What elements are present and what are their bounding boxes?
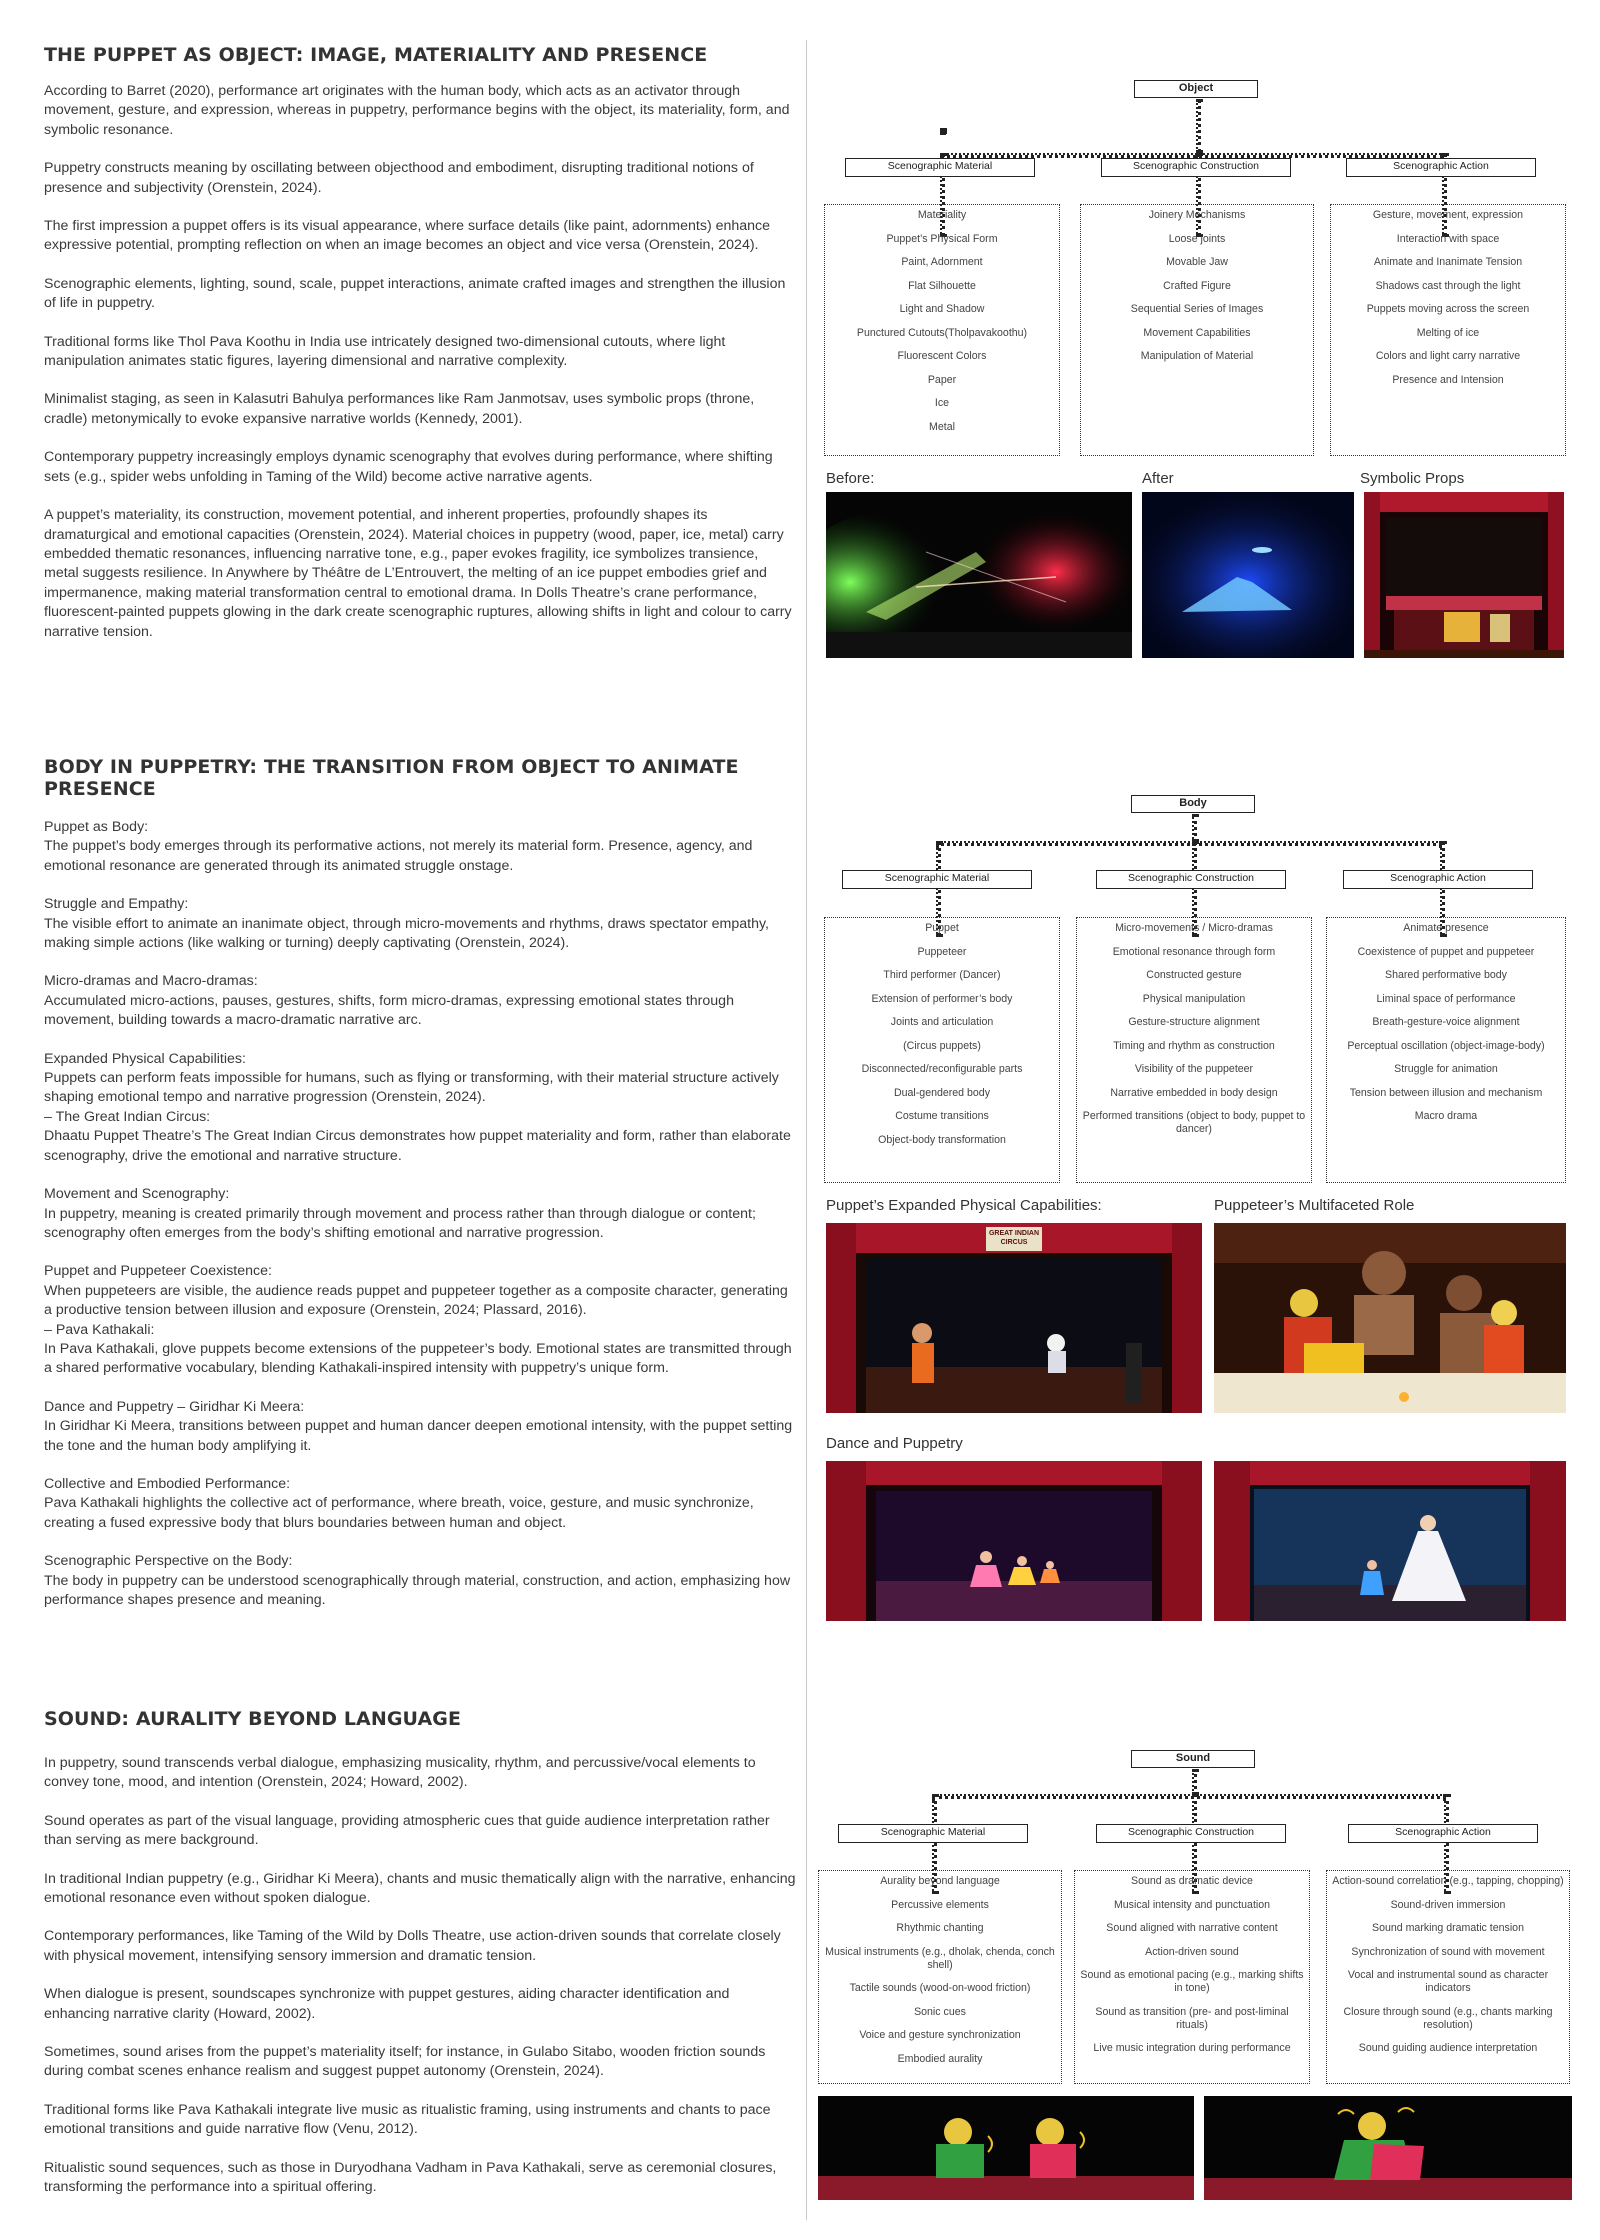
list-item: Tension between illusion and mechanism (1349, 1086, 1543, 1099)
text-block (44, 818, 796, 876)
list-item: Rhythmic chanting (896, 1922, 984, 1934)
photo-caption: After (1142, 470, 1174, 487)
list-item: Embodied aurality (897, 2052, 983, 2065)
sound-diagram (818, 1748, 1578, 2208)
paragraph: In traditional Indian puppetry (e.g., Giridhar Ki Meera), chants and music thematically align with the narrative, enhancing emotional resonance even without spoken dialogue. (44, 1870, 796, 1907)
block-body: In Pava Kathakali, glove puppets become extensions of the puppeteer’s body. Emotional states are transmitted through a shared performative vocabulary, blending Kathakali-inspired intensity with puppetry’s unique form. (44, 1340, 792, 1377)
pava-kathakali-illustration (1214, 1223, 1566, 1413)
block-heading: Struggle and Empathy: (44, 896, 189, 913)
list-item: Voice and gesture synchronization (859, 2029, 1021, 2041)
text-block (44, 895, 796, 953)
list-item: Liminal space of performance (1376, 992, 1516, 1005)
list-item: Materiality (917, 209, 967, 221)
photo-caption: Puppeteer’s Multifaceted Role (1214, 1197, 1415, 1214)
list-item: Aurality beyond language (880, 1875, 1000, 1887)
object-diagram (818, 78, 1578, 668)
list-item: Action-sound correlation (e.g., tapping, chopping) (1332, 1875, 1564, 1887)
list-item: Sound guiding audience interpretation (1358, 2042, 1538, 2054)
material-list (818, 1870, 1062, 2084)
block-body: The visible effort to animate an inanimate object, through micro-movements and rhythms, draws spectator empathy, making simple actions (like walking or turning) deeply captivating (Orenstein, 2024). (44, 915, 769, 952)
category-action: Scenographic Action (1346, 158, 1536, 177)
text-block (44, 1398, 796, 1456)
paragraph: In puppetry, sound transcends verbal dialogue, emphasizing musicality, rhythm, and percussive/vocal elements to convey tone, mood, and intention (Orenstein, 2024; Howard, 2002). (44, 1755, 756, 1791)
material-list (824, 204, 1060, 456)
block-body: The body in puppetry can be understood scenographically through material, construction, and action, emphasizing how performance shapes presence and meaning. (44, 1572, 791, 1608)
photo-sound-1 (818, 2096, 1194, 2200)
list-item: Extension of performer’s body (871, 992, 1013, 1005)
list-item: Animate presence (1403, 922, 1489, 934)
list-item: Flat Silhouette (908, 279, 976, 292)
list-item: Joinery Mechanisms (1148, 209, 1246, 221)
list-item: Live music integration during performance (1093, 2042, 1291, 2054)
list-item: Sound aligned with narrative content (1106, 1922, 1278, 1934)
list-item: Puppeteer (917, 945, 967, 958)
text-block (44, 1185, 796, 1243)
list-item: Sequential Series of Images (1130, 303, 1264, 315)
block-body: In Giridhar Ki Meera, transitions between puppet and human dancer deepen emotional intensity, with the puppet setting the tone and the human body amplifying it. (44, 1418, 793, 1454)
list-item: Synchronization of sound with movement (1351, 1945, 1545, 1958)
category-construction: Scenographic Construction (1096, 870, 1286, 889)
block-body: In puppetry, meaning is created primarily through movement and process rather than through dialogue or content; scenography often emerges from the body’s shifting emotional and narrative progression. (44, 1205, 756, 1241)
category-construction: Scenographic Construction (1101, 158, 1291, 177)
category-action: Scenographic Action (1343, 870, 1533, 889)
list-item: Micro-movements / Micro-dramas (1115, 922, 1273, 934)
list-item: Timing and rhythm as construction (1113, 1039, 1275, 1052)
paragraph: Scenographic elements, lighting, sound, scale, puppet interactions, animate crafted images and strengthen the illusion of life in puppetry. (44, 275, 786, 312)
list-item: (Circus puppets) (903, 1039, 981, 1052)
list-item: Percussive elements (891, 1898, 989, 1911)
connector (936, 841, 1442, 846)
paragraph: Traditional forms like Pava Kathakali integrate live music as ritualistic framing, using instruments and chants to pace emotional transitions and guide narrative flow (Venu, 2012). (44, 2101, 771, 2138)
block-body: The puppet’s body emerges through its performative actions, not merely its material form. Presence, agency, and emotional resonance are generated through its animated struggle onstage. (44, 838, 753, 874)
block-body: When puppeteers are visible, the audience reads puppet and puppeteer together as a composite character, generating a productive tension between illusion and exposure (Orenstein, 2024; Plassard, 2016). (44, 1282, 788, 1319)
list-item: Presence and Intension (1392, 373, 1504, 386)
photo-caption: Symbolic Props (1360, 470, 1465, 487)
block-heading: Puppet and Puppeteer Coexistence: (44, 1263, 272, 1280)
list-item: Shadows cast through the light (1375, 279, 1521, 292)
photo-caption: Puppet’s Expanded Physical Capabilities: (826, 1197, 1102, 1214)
list-item: Costume transitions (895, 1110, 989, 1122)
paragraph: Contemporary puppetry increasingly employs dynamic scenography that evolves during performance, where shifting sets (e.g., spider webs unfolding in Taming of the Wild) become active narrative agents. (44, 449, 773, 485)
list-item: Gesture, movement, expression (1372, 209, 1524, 221)
text-block (44, 1050, 796, 1166)
paragraph: According to Barret (2020), performance art originates with the human body, which acts as an activator through movement, gesture, and expression, whereas in puppetry, performance begins with the object, its materiality, form, and symbolic resonance. (44, 83, 790, 138)
section-sound (44, 1708, 796, 2217)
construction-list (1080, 204, 1314, 456)
list-item: Manipulation of Material (1140, 350, 1254, 362)
paragraph: Traditional forms like Thol Pava Koothu in India use intricately designed two-dimensional cutouts, where light manipulation animates static figures, layering dimensional and narrative complexity. (44, 333, 726, 370)
photo-caption: Dance and Puppetry (826, 1435, 963, 1452)
action-list (1330, 204, 1566, 456)
list-item: Puppet (925, 922, 959, 934)
block-body: Pava Kathakali highlights the collective act of performance, where breath, voice, gesture, and music synchronize, creating a fused expressive body that blurs boundaries between human and object. (44, 1495, 754, 1531)
list-item: Coexistence of puppet and puppeteer (1357, 945, 1535, 958)
glove-puppets-illustration (818, 2096, 1194, 2200)
list-item: Gesture-structure alignment (1128, 1016, 1260, 1028)
connector (1196, 99, 1201, 153)
stage-lights-illustration (826, 492, 1132, 658)
list-item: Joints and articulation (890, 1016, 994, 1028)
list-item: Metal (929, 420, 955, 433)
list-item: Sonic cues (914, 2005, 966, 2018)
paragraph: Sometimes, sound arises from the puppet’s materiality itself; for instance, in Gulabo Sitabo, wooden friction sounds during combat scenes enhance realism and suggest puppet autonomy (Orenstein, 2024). (44, 2044, 766, 2080)
photo-before (826, 492, 1132, 658)
paragraph: A puppet’s materiality, its construction, movement potential, and inherent properties, profoundly shapes its dramaturgical and emotional capacities (Orenstein, 2024). Material choices in puppetry (wood, paper, ice, metal) carry embedded thematic resonances, influencing narrative tone, e.g., paper evokes fragility, ice symbolizes transience, metal suggests resilience. In Anywhere by Théâtre de L’Entrouvert, the melting of an ice puppet embodies grief and impermanence, making material transformation central to emotional drama. In Dolls Theatre’s crane performance, fluorescent-painted puppets glowing in the dark create scenographic ruptures, allowing shifts in light and colour to carry narrative tension. (44, 507, 792, 640)
list-item: Third performer (Dancer) (883, 969, 1001, 981)
list-item: Action-driven sound (1145, 1945, 1239, 1958)
list-item: Emotional resonance through form (1112, 945, 1276, 958)
list-item: Ice (934, 397, 950, 409)
root-node: Object (1134, 80, 1258, 98)
connector (932, 1794, 1446, 1799)
text-block (44, 972, 796, 1030)
category-material: Scenographic Material (845, 158, 1035, 177)
blue-stage-illustration (1142, 492, 1354, 658)
list-item: Movement Capabilities (1143, 326, 1251, 339)
photo-dance-2 (1214, 1461, 1566, 1621)
section-body (44, 756, 796, 1629)
photo-after (1142, 492, 1354, 658)
block-body: Dhaatu Puppet Theatre’s The Great Indian Circus demonstrates how puppet materiality and form, rather than elaborate scenography, drive the emotional and narrative structure. (44, 1128, 791, 1164)
list-item: Narrative embedded in body design (1110, 1086, 1278, 1099)
list-item: Sound-driven immersion (1390, 1898, 1506, 1911)
material-list (824, 917, 1060, 1183)
block-body: Puppets can perform feats impossible for humans, such as flying or transforming, with their material structure actively shaping emotional tempo and narrative progression (Orenstein, 2024). (44, 1070, 779, 1106)
root-node: Body (1131, 795, 1255, 813)
category-material: Scenographic Material (842, 870, 1032, 889)
construction-list (1076, 917, 1312, 1183)
throne-stage-illustration (1364, 492, 1564, 658)
circus-stage-illustration (826, 1223, 1202, 1413)
dancer-stage-illustration (1214, 1461, 1566, 1621)
block-subheading: – The Great Indian Circus: (44, 1108, 211, 1125)
paragraph: Minimalist staging, as seen in Kalasutri Bahulya performances like Ram Janmotsav, uses symbolic props (throne, cradle) metonymically to evoke expansive narrative worlds (Kennedy, 2001). (44, 391, 755, 427)
list-item: Sound marking dramatic tension (1372, 1922, 1524, 1934)
list-item: Constructed gesture (1146, 969, 1242, 981)
section-title: SOUND: AURALITY BEYOND LANGUAGE (44, 1708, 462, 1730)
block-body: Accumulated micro-actions, pauses, gestures, shifts, form micro-dramas, expressing emotional states through movement, building towards a macro-dramatic narrative arc. (44, 992, 734, 1029)
list-item: Perceptual oscillation (object-image-body) (1347, 1039, 1545, 1052)
list-item: Disconnected/reconfigurable parts (861, 1063, 1023, 1075)
action-list (1326, 1870, 1570, 2084)
list-item: Puppet’s Physical Form (886, 232, 998, 245)
paragraph: Ritualistic sound sequences, such as those in Duryodhana Vadham in Pava Kathakali, serve as ceremonial closures, transforming the performance into a spiritual offering. (44, 2159, 777, 2196)
block-heading: Dance and Puppetry – Giridhar Ki Meera: (44, 1398, 305, 1415)
category-construction: Scenographic Construction (1096, 1824, 1286, 1843)
puppet-combat-illustration (1204, 2096, 1572, 2200)
list-item: Sound as emotional pacing (e.g., marking shifts in tone) (1080, 1969, 1304, 1994)
action-list (1326, 917, 1566, 1183)
photo-symbolic-props (1364, 492, 1564, 658)
list-item: Movable Jaw (1166, 256, 1228, 268)
list-item: Musical intensity and punctuation (1113, 1898, 1271, 1911)
list-item: Breath-gesture-voice alignment (1372, 1016, 1520, 1028)
list-item: Crafted Figure (1163, 279, 1231, 292)
section-object (44, 44, 796, 661)
block-heading: Collective and Embodied Performance: (44, 1475, 291, 1492)
dance-stage-illustration (826, 1461, 1202, 1621)
block-heading: Puppet as Body: (44, 819, 149, 835)
list-item: Object-body transformation (878, 1133, 1006, 1146)
paragraph: The first impression a puppet offers is its visual appearance, where surface details (like paint, adornments) enhance expressive potential, prompting reflection on when an image becomes an object and vice versa (Orenstein, 2024). (44, 218, 771, 254)
connector (1192, 814, 1197, 842)
list-item: Melting of ice (1416, 326, 1480, 339)
construction-list (1074, 1870, 1310, 2084)
list-item: Interaction with space (1396, 232, 1500, 245)
list-item: Punctured Cutouts(Tholpavakoothu) (856, 326, 1028, 339)
list-item: Sound as dramatic device (1131, 1875, 1253, 1887)
block-heading: Movement and Scenography: (44, 1186, 230, 1203)
column-divider (806, 40, 807, 2220)
list-item: Musical instruments (e.g., dholak, chenda, conch shell) (825, 1945, 1055, 1971)
list-item: Fluorescent Colors (897, 350, 987, 362)
list-item: Sound as transition (pre- and post-liminal rituals) (1095, 2005, 1289, 2031)
list-item: Animate and Inanimate Tension (1373, 256, 1523, 268)
list-item: Shared performative body (1385, 969, 1507, 981)
photo-caption: Before: (826, 470, 875, 487)
section-title: THE PUPPET AS OBJECT: IMAGE, MATERIALITY AND PRESENCE (44, 44, 708, 66)
list-item: Physical manipulation (1142, 992, 1246, 1005)
text-block (44, 1262, 796, 1378)
list-item: Loose joints (1168, 232, 1226, 245)
block-subheading: – Pava Kathakali: (44, 1321, 155, 1338)
section-title: BODY IN PUPPETRY: THE TRANSITION FROM OBJECT TO ANIMATE PRESENCE (44, 756, 739, 800)
photo-puppeteer-role (1214, 1223, 1566, 1413)
list-item: Visibility of the puppeteer (1134, 1063, 1254, 1075)
text-block (44, 1552, 796, 1610)
root-node: Sound (1131, 1750, 1255, 1768)
photo-dance-1 (826, 1461, 1202, 1621)
list-item: Paint, Adornment (901, 256, 983, 268)
paragraph: When dialogue is present, soundscapes synchronize with puppet gestures, aiding character identification and enhancing narrative clarity (Howard, 2002). (44, 1986, 730, 2022)
photo-great-indian-circus (826, 1223, 1202, 1413)
category-action: Scenographic Action (1348, 1824, 1538, 1843)
poster-sign: GREAT INDIAN CIRCUS (988, 1230, 1040, 1246)
connector (1192, 1769, 1197, 1795)
list-item: Colors and light carry narrative (1375, 350, 1521, 362)
list-item: Vocal and instrumental sound as character indicators (1347, 1969, 1549, 1994)
list-item: Dual-gendered body (893, 1086, 990, 1099)
list-item: Puppets moving across the screen (1366, 303, 1530, 315)
list-item: Closure through sound (e.g., chants marking resolution) (1343, 2005, 1553, 2031)
block-heading: Scenographic Perspective on the Body: (44, 1553, 293, 1570)
paragraph: Puppetry constructs meaning by oscillating between objecthood and embodiment, disrupting traditional notions of presence and subjectivity (Orenstein, 2024). (44, 160, 754, 196)
list-item: Struggle for animation (1394, 1063, 1498, 1075)
text-block (44, 1475, 796, 1533)
list-item: Macro drama (1414, 1110, 1478, 1122)
block-heading: Expanded Physical Capabilities: (44, 1050, 246, 1067)
paragraph: Sound operates as part of the visual language, providing atmospheric cues that guide audience interpretation rather than serving as mere background. (44, 1812, 770, 1849)
list-item: Performed transitions (object to body, puppet to dancer) (1082, 1110, 1306, 1135)
list-item: Tactile sounds (wood-on-wood friction) (849, 1982, 1031, 1994)
list-item: Paper (927, 373, 957, 386)
category-material: Scenographic Material (838, 1824, 1028, 1843)
photo-sound-2 (1204, 2096, 1572, 2200)
body-diagram (818, 793, 1578, 1633)
paragraph: Contemporary performances, like Taming of the Wild by Dolls Theatre, use action-driven sounds that correlate closely with physical movement, intensifying sensory immersion and dramatic tension. (44, 1928, 781, 1964)
block-heading: Micro-dramas and Macro-dramas: (44, 973, 258, 990)
connector (940, 128, 946, 134)
list-item: Light and Shadow (899, 303, 985, 315)
